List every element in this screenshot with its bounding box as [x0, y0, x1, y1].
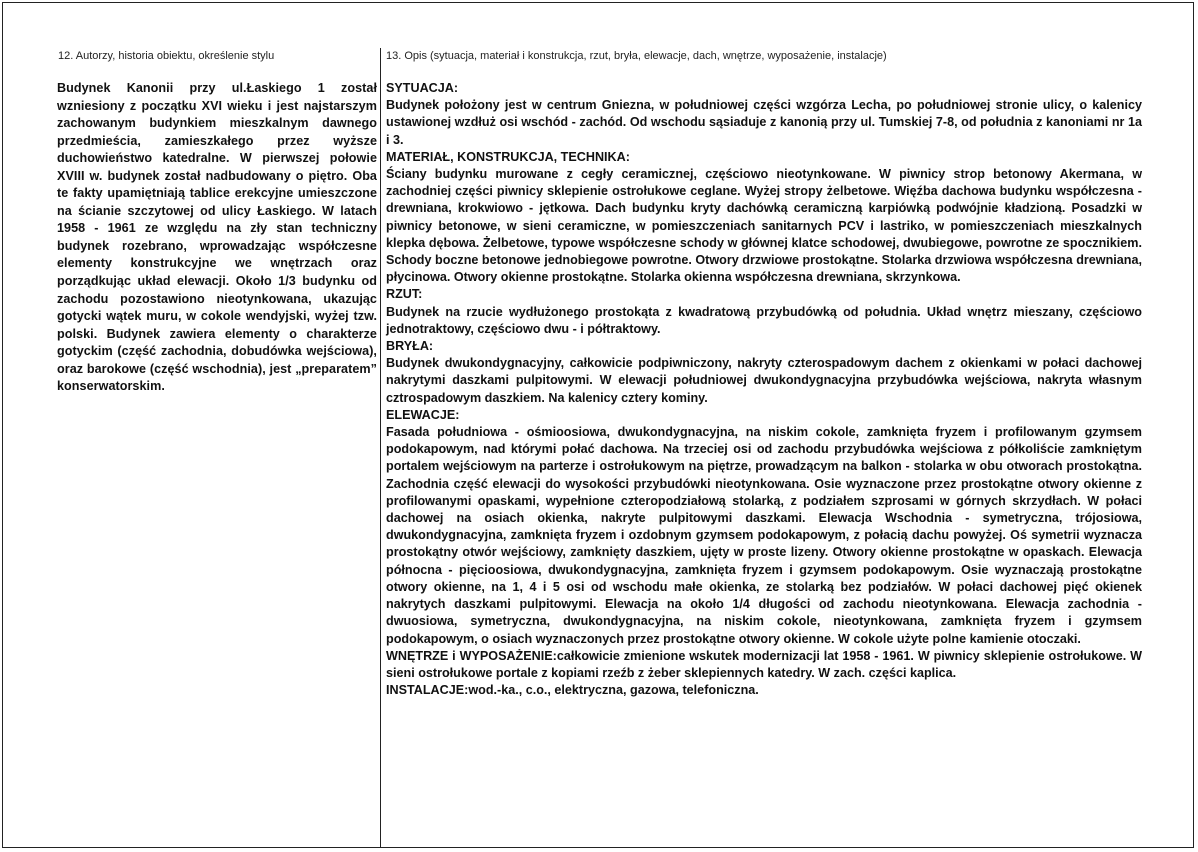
- field-13-header: 13. Opis (sytuacja, materiał i konstrukcja, rzut, bryła, elewacje, dach, wnętrze, wyposażenie, instalacje): [386, 50, 887, 62]
- installations-heading: INSTALACJE:: [386, 683, 469, 698]
- column-divider: [380, 48, 381, 848]
- interior-text: całkowicie zmienione wskutek modernizacji lat 1958 - 1961. W piwnicy sklepienie ostrołukowe. W sieni ostrołukowe portale z kopiami rzeźb z żeber sklepiennych katedry. W zach. części kaplica.: [386, 648, 1142, 680]
- plan-heading: RZUT:: [386, 287, 423, 302]
- material-heading: MATERIAŁ, KONSTRUKCJA, TECHNIKA:: [386, 149, 630, 164]
- elevations-heading: ELEWACJE:: [386, 407, 460, 422]
- mass-heading: BRYŁA:: [386, 339, 434, 354]
- history-text: Budynek Kanonii przy ul.Łaskiego 1 został wzniesiony z początku XVI wieku i jest najstarszym zachowanym budynkiem mieszkalnym dawnego przedmieścia, zamieszkałego przez wyższe duchowieństwo katedralne. W pierwszej połowie XVIII w. budynek został nadbudowany o piętro. Oba te fakty upamiętniają tablice erekcyjne umieszczone na ścianie szczytowej od ulicy Łaskiego. W latach 1958 - 1961 ze względu na zły stan techniczny budynek rozebrano, wprowadzając współczesne elementy konstrukcyjne we wnętrzach oraz porządkując układ elewacji. Około 1/3 budynku od zachodu pozostawiono nieotynkowana, ukazując gotycki wątek muru, w cokole wendyjski, wyżej tzw. polski. Budynek zawiera elementy o charakterze gotyckim (część zachodnia, dobudówka wejściowa), oraz barokowe (część wschodnia), jest „preparatem” konserwatorskim.: [57, 81, 377, 394]
- material-text: Ściany budynku murowane z cegły ceramicznej, częściowo nieotynkowane. W piwnicy strop betonowy Akermana, w zachodniej części piwnicy sklepienie ostrołukowe ceglane. Wyżej stropy żelbetowe. Więźba dachowa budynku współczesna - drewniana, krokwiowo - jętkowa. Dach budynku kryty dachówką ceramiczną karpiówką podwójnie kładzioną. Posadzki w piwnicy betonowe, w sieni ceramiczne, w pomieszczeniach sanitarnych PCV i lastriko, w pomieszczeniach mieszkalnych klepka dębowa. Żelbetowe, typowe współczesne schody w głównej klatce schodowej, dwubiegowe, powrotne ze spocznikiem. Schody boczne betonowe jednobiegowe powrotne. Otwory drzwiowe prostokątne. Stolarka drzwiowa współczesna drewniana, płycinowa. Otwory okienne prostokątne. Stolarka okienna współczesna drewniana, skrzynkowa.: [386, 167, 1142, 285]
- mass-text: Budynek dwukondygnacyjny, całkowicie podpiwniczony, nakryty czterospadowym dachem z okienkami w połaci dachowej nakrytymi daszkami pulpitowymi. W elewacji południowej dwukondygnacyjna przybudówka wejściowa, nakryta własnym cztrospadowym daszkiem. Na kalenicy cztery kominy.: [386, 356, 1142, 405]
- elevations-text: Fasada południowa - ośmioosiowa, dwukondygnacyjna, na niskim cokole, zamknięta fryzem i profilowanym gzymsem podokapowym, nad którymi połać dachowa. Na trzeciej osi od zachodu przybudówka wejściowa z półkoliście zamkniętym portalem wejściowym na parterze i ostrołukowym na piętrze, prowadzącym na balkon - stolarka w obu otworach prostokątna. Zachodnia część elewacji do wysokości przybudówki nieotynkowana. Osie wyznaczone przez prostokątne otwory okienne z profilowanymi opaskami, wypełnione czteropodziałową stolarką, z podziałem szprosami w górnych skrzydłach. W połaci dachowej na osiach okienka, nakryte pulpitowymi daszkami. Elewacja Wschodnia - symetryczna, trójosiowa, dwukondygnacyjna, zamknięta fryzem i ozdobnym gzymsem podokapowym, z połacią dachu powyżej. Oś symetrii wyznacza prostokątny otwór wejściowy, zamknięty daszkiem, ujęty w proste lizeny. Otwory okienne prostokątne w opaskach. Elewacja północna - pięcioosiowa, dwukondygnacyjna, zamknięta fryzem i gzymsem podokapowym. Osie wyznaczają prostokątne otwory okienne, na 1, 4 i 5 osi od wschodu małe okienka, ze stolarką bez podziałów. W połaci dachowej pięć okienek nakrytych daszkami pulpitowymi. Elewacja na około 1/4 długości od zachodu nieotynkowana. Elewacja zachodnia - dwuosiowa, symetryczna, dwukondygnacyjna, na niskim cokole, nieotynkowana, zamknięta fryzem i gzymsem podokapowym, o osiach wyznaczonych przez prostokątne otwory okienne. W cokole użyte polne kamienie otoczaki.: [386, 425, 1142, 646]
- interior-paragraph: [386, 648, 1142, 682]
- installations-paragraph: [386, 682, 1142, 699]
- field-12-header: 12. Autorzy, historia obiektu, określenie stylu: [58, 50, 275, 62]
- interior-heading: WNĘTRZE i WYPOSAŻENIE:: [386, 648, 557, 663]
- description-block: [386, 80, 1142, 699]
- situation-text: Budynek położony jest w centrum Gniezna, w południowej części wzgórza Lecha, po południowej stronie ulicy, o kalenicy ustawionej wzdłuż osi wschód - zachód. Od wschodu sąsiaduje z kanonią przy ul. Tumskiej 7-8, od południa z kanoniami nr 1a i 3.: [386, 98, 1142, 147]
- situation-heading: SYTUACJA:: [386, 81, 459, 95]
- plan-text: Budynek na rzucie wydłużonego prostokąta z kwadratową przybudówką od południa. Układ wnętrz mieszany, częściowo jednotraktowy, częściowo dwu - i półtraktowy.: [386, 304, 1142, 336]
- installations-text: wod.-ka., c.o., elektryczna, gazowa, telefoniczna.: [468, 683, 759, 698]
